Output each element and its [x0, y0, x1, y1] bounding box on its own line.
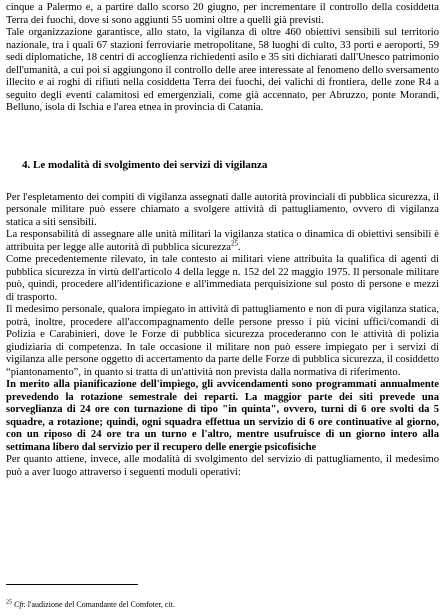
- paragraph-responsabilita: [6, 229, 439, 254]
- footnote: [6, 600, 175, 610]
- section-heading: 4. Le modalità di svolgimento dei servizi di vigilanza: [22, 158, 268, 171]
- footnote-separator: [6, 584, 138, 585]
- footnote-number: 25: [6, 599, 12, 606]
- paragraph-obiettivi-sensibili: Tale organizzazione garantisce, allo stato, la vigilanza di oltre 460 obiettivi sensibili sul territorio nazionale, tra i quali 67 stazioni ferroviarie metropolitane, 58 luoghi di culto, 33 porti e aeroporti, 59 sedi diplomatiche, 18 centri di accoglienza richiedenti asilo e 35 siti dichiarati dall'Unesco patrimonio dell'umanità, a cui poi si aggiungono il controllo delle aree interessate al fenomeno dello sversamento illecito e ai roghi di rifiuti nella cosiddetta Terra dei fuochi, dei valichi di frontiera, delle zone R4 a seguito degli eventi calamitosi ed emergenziali, come già accennato, per Abruzzo, ponte Morandi, Belluno, isola di Ischia e l'area etnea in provincia di Catania.: [6, 27, 439, 113]
- paragraph-qualifica-agenti: Come precedentemente rilevato, in tale contesto ai militari viene attribuita la qualifica di agenti di pubblica sicurezza in virtù dell'articolo 4 della legge n. 152 del 22 maggio 1975. Il personale militare può, quindi, procedere all'identificazione e all'immediata perquisizione sul posto di persone e mezzi di trasporto.: [6, 254, 439, 303]
- paragraph-espletamento-compiti: Per l'espletamento dei compiti di vigilanza assegnati dalle autorità provinciali di pubblica sicurezza, il personale militare può essere chiamato a svolgere attività di pattugliamento, ovvero di vigilanza statica a siti sensibili.: [6, 191, 439, 228]
- paragraph-responsabilita-text: La responsabilità di assegnare alle unità militari la vigilanza statica o dinamica di obiettivi sensibili è attribuita per legge alle autorità di pubblica sicurezza: [6, 229, 439, 253]
- paragraph-pattugliamento: Il medesimo personale, qualora impiegato in attività di pattugliamento e non di pura vigilanza statica, potrà, inoltre, procedere all'accompagnamento delle persone presso i più vicini uffici/comandi di Polizia e Carabinieri, dove le Forze di pubblica sicurezza procederanno con le attività di polizia giudiziaria di competenza. In tale occasione il militare non può essere impiegato per i servizi di vigilanza alle persone oggetto di accertamento da parte delle Forze di pubblica sicurezza, il cosiddetto “piantonamento”, in quanto si tratta di un'attività non prevista dalla normativa di riferimento.: [6, 304, 439, 378]
- footnote-text: l'audizione del Comandante del Comfoter, cit.: [25, 600, 175, 609]
- paragraph-pianificazione: In merito alla pianificazione dell'impiego, gli avvicendamenti sono programmati annualmente prevedendo la rotazione semestrale dei reparti. La maggior parte dei siti prevede una sorveglianza di 24 ore con turnazione di tipo "in quinta", ovvero, turni di 6 ore svolti da 5 squadre, a rotazione; quindi, ogni squadra effettua un servizio di 6 ore continuative al giorno, con un riposo di 24 ore tra un turno e l'altro, mentre usufruisce di un giorno intero alla settimana libero dal servizio per il recupero delle energie psicofisiche: [6, 379, 439, 453]
- footnote-reference[interactable]: 25: [231, 238, 239, 247]
- paragraph-responsabilita-end: .: [238, 241, 241, 253]
- footnote-cfr: Cfr.: [14, 600, 26, 609]
- paragraph-moduli-operativi: Per quanto attiene, invece, alle modalità di svolgimento del servizio di pattugliamento, il medesimo può a aver luogo attraverso i seguenti moduli operativi:: [6, 454, 439, 478]
- paragraph-terra-dei-fuochi-intro: cinque a Palermo e, a partire dallo scorso 20 giugno, per incrementare il controllo della cosiddetta Terra dei fuochi, dove si sono aggiunti 55 uomini oltre a quelli già previsti.: [6, 2, 439, 26]
